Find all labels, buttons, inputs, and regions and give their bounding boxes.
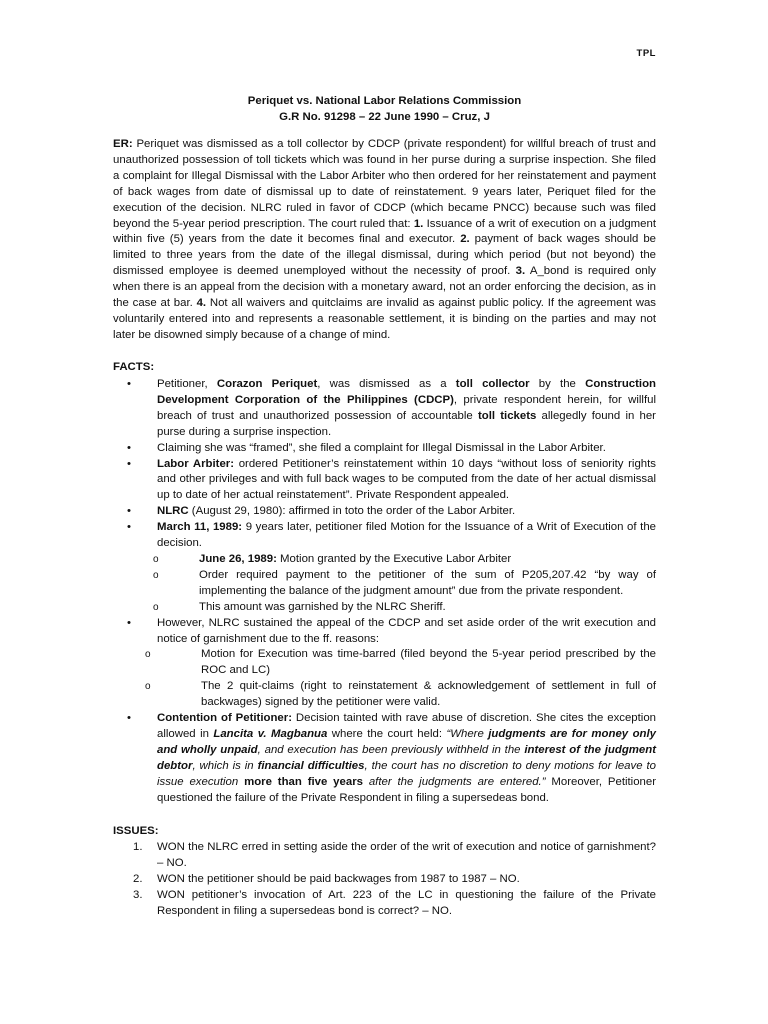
bullet-icon: • [127,616,131,629]
issue-number: 2. [133,872,143,885]
er-number: 2. [460,233,470,246]
issues-heading: ISSUES: [113,825,159,837]
er-text: Periquet was dismissed as a toll collector by CDCP (private respondent) for willful breach of trust and unauthorized possession of toll tickets which was found in her purse during a surprise inspection. She filed a complaint for Illegal Dismissal with the Labor Arbiter who then ordered for her reinstatement and payment of back wages from date of dismissal up to date of reinstatement. 9 years later, Periquet filed for the execution of the decision. NLRC ruled in favor of CDCP (which became PNCC) because such was filed beyond the 5-year period prescription. The court ruled that: [113,138,656,230]
issue-text: WON petitioner’s invocation of Art. 223 of the LC in questioning the failure of the Private Respondent in filing a supersedeas bond is correct? – NO. [157,888,656,917]
issues-list [113,840,656,920]
circle-bullet-icon: o [153,553,159,565]
circle-bullet-icon: o [145,649,151,661]
sub-item: o This amount was garnished by the NLRC Sheriff. [113,600,656,616]
fact-item: • March 11, 1989: 9 years later, petitioner filed Motion for the Issuance of a Writ of Execution of the decision. o June 26, 1989: Motion granted by the Executive Labor Arbiter o Order required payment to the petitioner of the sum of P205,207.42 “by way of implementing the balance of the judgment amount” due from the private respondent. o This amount was garnished by the NLRC Sheriff. [113,520,656,615]
sub-list [113,552,656,616]
circle-bullet-icon: o [153,569,159,581]
sub-item: o June 26, 1989: Motion granted by the Executive Labor Arbiter [113,552,656,568]
case-citation: G.R No. 91298 – 22 June 1990 – Cruz, J [279,111,490,123]
fact-item: • Contention of Petitioner: Decision tainted with rave abuse of discretion. She cites the exception allowed in Lancita v. Magbanua where the court held: “Where judgments are for money only and wholly unpaid, and execution has been previously withheld in the interest of the judgment debtor, which is in financial difficulties, the court has no discretion to deny motions for leave to issue execution more than five years after the judgments are entered.” Moreover, Petitioner questioned the failure of the Private Respondent in filing a supersedeas bond. [127,712,657,804]
bullet-icon: • [127,712,131,725]
issue-item [113,888,656,920]
er-number: 3. [515,265,526,278]
sub-item: o Order required payment to the petitioner of the sum of P205,207.42 “by way of implementing the balance of the judgment amount” due from the private respondent. [153,568,656,597]
issue-text: WON the petitioner should be paid backwages from 1987 to 1987 – NO. [157,872,520,885]
bullet-icon: • [127,521,131,534]
sub-item: o Motion for Execution was time-barred (filed beyond the 5-year period prescribed by the ROC and LC) [145,648,656,677]
issue-number: 3. [133,888,143,901]
header-tag: TPL [636,48,656,59]
fact-item: • However, NLRC sustained the appeal of the CDCP and set aside order of the writ execution and notice of garnishment due to the ff. reasons: o Motion for Execution was time-barred (filed beyond the 5-year period prescribed by the ROC and LC) o The 2 quit-claims (right to reinstatement & acknowledgement of settlement in full of backwages) signed by the petitioner were valid. [113,616,656,711]
facts-heading: FACTS: [113,361,155,373]
bullet-icon: • [127,378,131,390]
issue-item [113,872,656,888]
bullet-icon: • [127,505,131,518]
fact-item: • Labor Arbiter: ordered Petitioner’s reinstatement within 10 days “without loss of seniority rights and other privileges and with full back wages to be computed from the date of her actual dismissal up to date of her actual reinstatement”. Private Respondent appealed. [127,457,656,502]
er-text: payment of back wages should be limited to three years from the date of the illegal dismissal, during which period (but not beyond) the dismissed employee is deemed unemployed without the necessity of proof. [113,233,656,278]
fact-item: • NLRC (August 29, 1980): affirmed in toto the order of the Labor Arbiter. [113,504,656,520]
facts-list [113,377,656,806]
sub-list [113,647,656,711]
er-label: ER: [113,138,133,150]
circle-bullet-icon: o [145,681,151,693]
er-text: Not all waivers and quitclaims are invalid as against public policy. If the agreement was voluntarily entered into and represents a reasonable settlement, it is binding on the parties and may not later be disowned simply because of a change of mind. [113,297,656,341]
circle-bullet-icon: o [153,601,159,613]
issue-number: 1. [133,841,143,853]
sub-item: o The 2 quit-claims (right to reinstatement & acknowledgement of settlement in full of backwages) signed by the petitioner were valid. [145,680,656,709]
er-paragraph [113,137,656,344]
fact-item: • Petitioner, Corazon Periquet, was dismissed as a toll collector by the Construction Development Corporation of the Philippines (CDCP), private respondent herein, for willful breach of trust and unauthorized possession of accountable toll tickets allegedly found in her purse during a surprise inspection. [127,378,656,438]
er-text: A_bond is required only when there is an appeal from the decision with a monetary award, not an order enforcing the decision, as in the case at bar. [113,265,656,310]
issue-item [113,840,656,872]
er-number: 4. [196,297,207,310]
er-text: Issuance of a writ of execution on a judgment within five (5) years from the date it becomes final and executor. [113,217,657,246]
er-number: 1. [413,217,424,230]
case-title: Periquet vs. National Labor Relations Commission [247,95,522,107]
fact-item: • Claiming she was “framed”, she filed a complaint for Illegal Dismissal in the Labor Arbiter. [113,441,656,457]
bullet-icon: • [127,441,131,454]
bullet-icon: • [127,457,131,470]
issue-text: WON the NLRC erred in setting aside the order of the writ of execution and notice of garnishment? – NO. [157,841,656,869]
